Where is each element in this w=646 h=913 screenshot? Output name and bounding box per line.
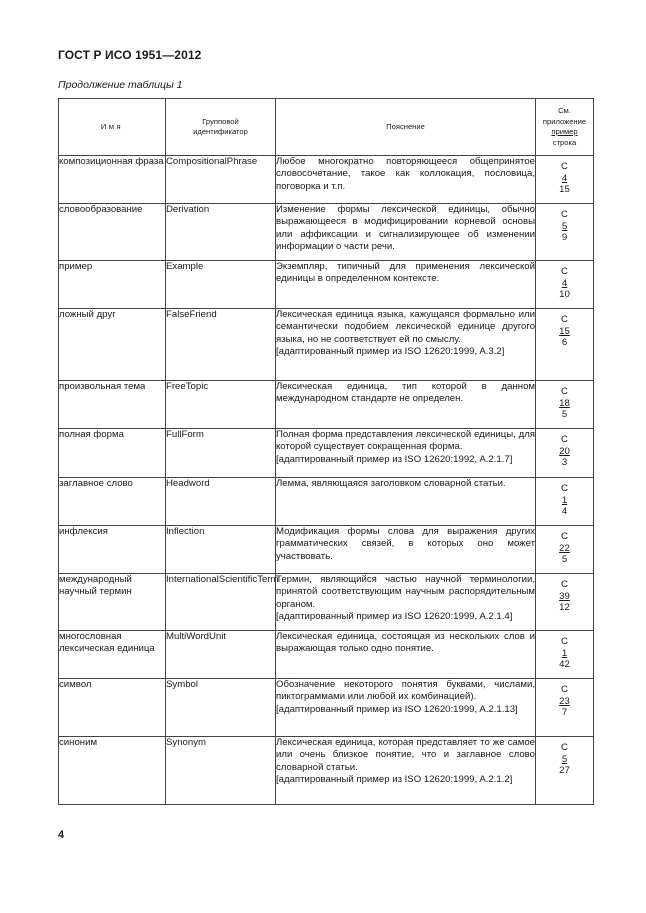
source-note: [адаптированный пример из ISO 12620:1992, A.2.1.7] [276,453,513,465]
appendix-cell [536,679,594,737]
explanation-text: Лексическая единица языка, кажущаяся формально или семантически подобием лексической единице другого языка, но не соответствует ей по смыслу. [276,309,535,345]
source-note: [адаптированный пример из ISO 12620:1999, A.2.1.4] [276,611,513,623]
explanation-cell [276,526,536,574]
explanation-cell [276,309,536,381]
term-name: ложный друг [59,309,116,320]
term-name: инфлексия [59,526,108,537]
appendix-letter: C [561,636,568,647]
explanation-cell [276,478,536,526]
explanation-text: Любое многократно повторяющееся общепринятое словосочетание, такое как коллокация, пословица, поговорка и т.п. [276,156,535,192]
header-appendix-line2: приложение [542,116,587,126]
appendix-letter: C [561,483,568,494]
appendix-letter: C [561,386,568,397]
example-number: 4 [561,277,568,289]
term-name-cell [59,631,166,679]
explanation-cell [276,429,536,478]
example-number: 5 [561,753,568,765]
source-note: [адаптированный пример из ISO 12620:1999, A.3.2] [276,346,505,358]
explanation-text: Лемма, являющаяся заголовком словарной статьи. [276,478,506,489]
group-id-cell [166,261,276,309]
appendix-cell [536,381,594,429]
term-name: заглавное слово [59,478,133,489]
explanation-text: Полная форма представления лексической единицы, для которой существует сокращенная форма. [276,429,535,453]
table-row [59,261,594,309]
table-continuation-caption: Продолжение таблицы 1 [58,79,183,91]
group-id-cell [166,526,276,574]
appendix-letter: C [561,684,568,695]
header-appendix-line4: строка [552,137,577,147]
term-name: международный научный термин [59,574,132,598]
group-id: FalseFriend [166,309,217,320]
appendix-cell [536,478,594,526]
line-number: 5 [561,409,568,420]
term-name-cell [59,156,166,204]
table-row [59,574,594,631]
group-id-cell [166,737,276,805]
line-number: 6 [561,337,568,348]
term-name: произвольная тема [59,381,146,392]
example-number: 1 [561,494,568,506]
appendix-letter: C [561,161,568,172]
explanation-text: Лексическая единица, которая представляет то же самое или очень близкое понятие, что и заглавное слово словарной статьи. [276,737,535,773]
table-row [59,526,594,574]
line-number: 9 [561,232,568,243]
appendix-cell [536,204,594,261]
group-id-cell [166,381,276,429]
group-id: FullForm [166,429,204,440]
table-row [59,478,594,526]
term-name: композиционная фраза [59,156,164,167]
term-name-cell [59,381,166,429]
group-id: Derivation [166,204,210,215]
table-row [59,429,594,478]
term-name: символ [59,679,92,690]
explanation-cell [276,574,536,631]
line-number: 3 [561,457,568,468]
line-number: 5 [561,554,568,565]
group-id: Symbol [166,679,198,690]
explanation-text: Термин, являющийся частью научной терминологии, принятой соответствующим научным распорядительным органом. [276,574,535,610]
group-id: MultiWordUnit [166,631,227,642]
appendix-letter: C [561,531,568,542]
header-group-id-line2: идентификатор [193,127,248,136]
group-id: CompositionalPhrase [166,156,258,167]
group-id-cell [166,631,276,679]
table-row [59,204,594,261]
appendix-letter: C [561,434,568,445]
appendix-cell [536,574,594,631]
group-id-cell [166,429,276,478]
group-id-cell [166,156,276,204]
header-appendix [536,99,594,156]
example-number: 4 [561,172,568,184]
document-title: ГОСТ Р ИСО 1951—2012 [58,48,202,62]
appendix-letter: C [561,209,568,220]
appendix-cell [536,526,594,574]
example-number: 18 [559,397,570,409]
source-note: [адаптированный пример из ISO 12620:1999, A.2.1.2] [276,774,513,786]
example-number: 5 [561,220,568,232]
explanation-cell [276,631,536,679]
term-name-cell [59,204,166,261]
group-id-cell [166,204,276,261]
table-row [59,309,594,381]
header-group-id [166,99,276,156]
explanation-text: Лексическая единица, тип которой в данном международном стандарте не определен. [276,381,535,405]
appendix-cell [536,309,594,381]
term-name-cell [59,478,166,526]
explanation-text: Модификация формы слова для выражения других грамматических связей, в которых оно может участвовать. [276,526,535,562]
explanation-text: Лексическая единица, состоящая из нескольких слов и выражающая только одно понятие. [276,631,535,655]
term-name-cell [59,429,166,478]
term-name-cell [59,526,166,574]
appendix-letter: C [561,266,568,277]
header-explanation: Пояснение [276,99,536,156]
example-number: 1 [561,647,568,659]
group-id: Headword [166,478,210,489]
header-appendix-line3: пример [551,127,578,136]
group-id-cell [166,309,276,381]
source-note: [адаптированный пример из ISO 12620:1999, A.2.1.13] [276,703,518,715]
line-number: 4 [561,506,568,517]
term-name-cell [59,261,166,309]
term-name-cell [59,574,166,631]
explanation-cell [276,381,536,429]
example-number: 20 [559,445,570,457]
line-number: 7 [561,707,568,718]
page-number: 4 [58,829,65,841]
appendix-letter: C [561,314,568,325]
term-name-cell [59,309,166,381]
line-number: 15 [559,184,570,195]
appendix-cell [536,429,594,478]
example-number: 39 [559,590,570,602]
term-name: многословная лексическая единица [59,631,155,655]
appendix-cell [536,156,594,204]
table-row [59,679,594,737]
group-id: InternationalScientificTerm [166,574,279,585]
example-number: 22 [559,542,570,554]
table-row [59,631,594,679]
table-header-row [59,99,594,156]
appendix-cell [536,737,594,805]
appendix-cell [536,631,594,679]
example-number: 23 [559,695,570,707]
line-number: 42 [559,659,570,670]
group-id: FreeTopic [166,381,209,392]
table-row [59,156,594,204]
explanation-cell [276,261,536,309]
appendix-cell [536,261,594,309]
group-id: Example [166,261,204,272]
explanation-text: Обозначение некоторого понятия буквами, числами, пиктограммами или любой их комбинацией). [276,679,535,703]
group-id-cell [166,574,279,631]
term-name-cell [59,737,166,805]
term-name: пример [59,261,93,272]
term-name: словообразование [59,204,143,215]
group-id: Inflection [166,526,205,537]
term-name: полная форма [59,429,124,440]
explanation-cell [276,679,536,737]
group-id: Synonym [166,737,206,748]
explanation-cell [276,737,536,805]
terms-table [58,98,594,805]
line-number: 10 [559,289,570,300]
term-name-cell [59,679,166,737]
term-name: синоним [59,737,98,748]
example-number: 15 [559,325,570,337]
table-row [59,737,594,805]
explanation-cell [276,204,536,261]
appendix-letter: C [561,742,568,753]
explanation-cell [276,156,536,204]
group-id-cell [166,679,276,737]
line-number: 12 [559,602,570,613]
header-group-id-line1: Групповой [202,116,239,126]
line-number: 27 [559,765,570,776]
explanation-text: Экземпляр, типичный для применения лексической единицы в определенном контексте. [276,261,535,285]
appendix-letter: C [561,579,568,590]
header-name: Имя [59,99,166,156]
group-id-cell [166,478,276,526]
table-body [59,156,594,805]
header-appendix-line1: См. [558,106,571,115]
explanation-text: Изменение формы лексической единицы, обычно выражающееся в модифицировании корневой основы или аффиксации и сигнализирующее об изменении информации о части речи. [276,204,535,253]
table-row [59,381,594,429]
